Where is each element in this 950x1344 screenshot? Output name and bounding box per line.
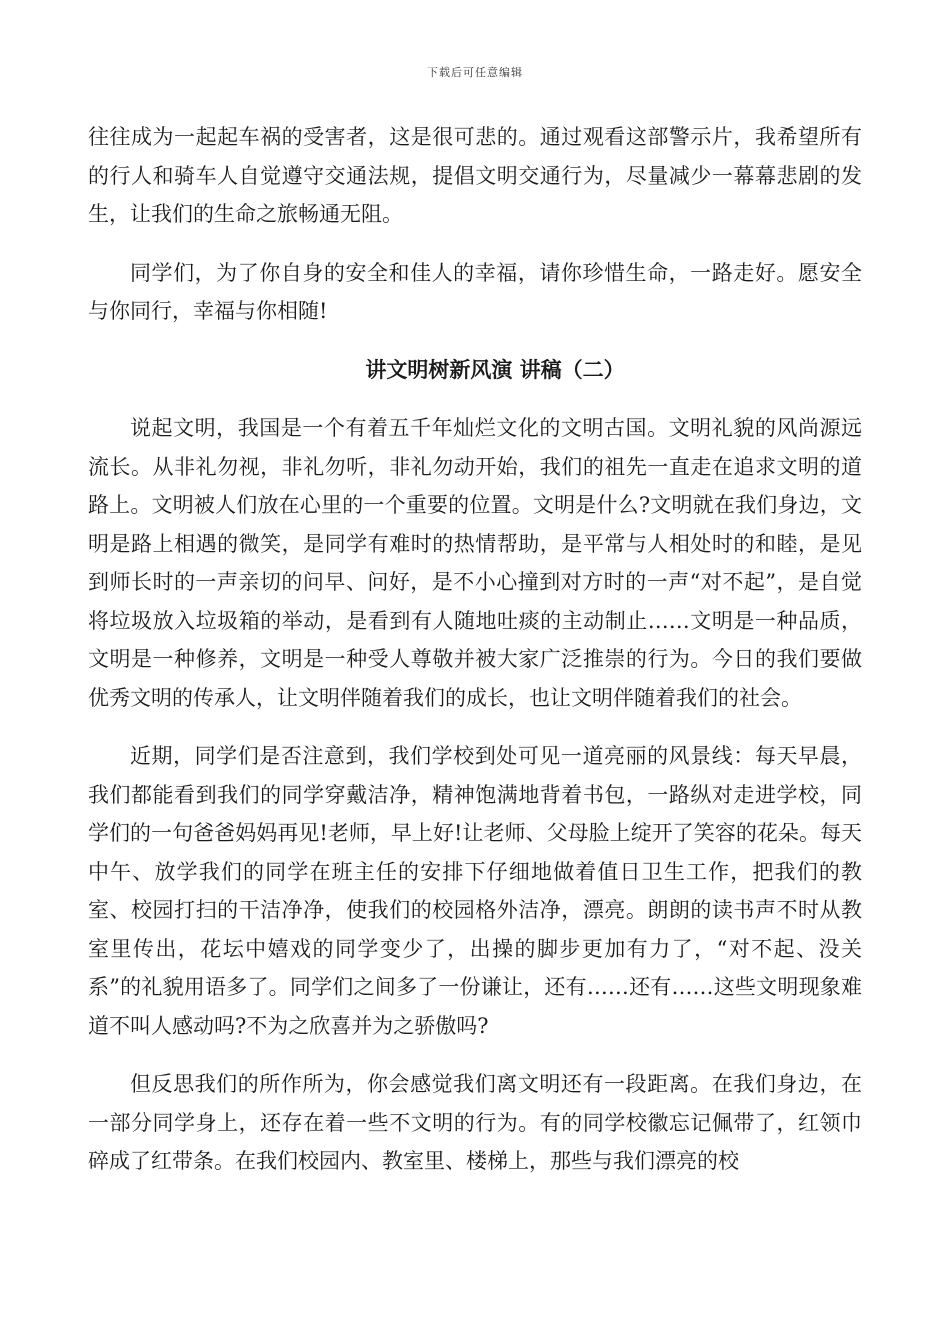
paragraph-gap (88, 1045, 862, 1065)
paragraph-gap (88, 717, 862, 737)
paragraph-gap (88, 234, 862, 254)
paragraph-3: 说起文明，我国是一个有着五千年灿烂文化的文明古国。文明礼貌的风尚源远流长。从非礼勿视，非礼勿听，非礼勿动开始，我们的祖先一直走在追求文明的道路上。文明被人们放在心里的一个重要的位置。文明是什么?文明就在我们身边，文明是路上相遇的微笑，是同学有难时的热情帮助，是平常与人相处时的和睦，是见到师长时的一声亲切的问早、问好，是不小心撞到对方时的一声“对不起”，是自觉将垃圾放入垃圾箱的举动，是看到有人随地吐痰的主动制止……文明是一种品质，文明是一种修养，文明是一种受人尊敬并被大家广泛推崇的行为。今日的我们要做优秀文明的传承人，让文明伴随着我们的成长，也让文明伴随着我们的社会。 (88, 416, 862, 710)
paragraph-gap (88, 389, 862, 409)
header-note: 下载后可任意编辑 (427, 66, 523, 79)
paragraph-2: 同学们，为了你自身的安全和佳人的幸福，请你珍惜生命，一路走好。愿安全与你同行，幸福与你相随! (88, 260, 862, 323)
paragraph-gap (88, 331, 862, 351)
section-title: 讲文明树新风演 讲稿（二） (365, 356, 625, 382)
paragraph-5: 但反思我们的所作所为，你会感觉我们离文明还有一段距离。在我们身边，在一部分同学身上，还存在着一些不文明的行为。有的同学校徽忘记佩带了，红领巾碎成了红带条。在我们校园内、教室里、楼梯上，那些与我们漂亮的校 (88, 1072, 862, 1173)
document-body (88, 118, 862, 1181)
paragraph-1: 往往成为一起起车祸的受害者，这是很可悲的。通过观看这部警示片，我希望所有的行人和骑车人自觉遵守交通法规，提倡文明交通行为，尽量减少一幕幕悲剧的发生，让我们的生命之旅畅通无阻。 (88, 125, 862, 226)
paragraph-4: 近期，同学们是否注意到，我们学校到处可见一道亮丽的风景线：每天早晨，我们都能看到我们的同学穿戴洁净，精神饱满地背着书包，一路纵对走进学校，同学们的一句爸爸妈妈再见!老师，早上好!让老师、父母脸上绽开了笑容的花朵。每天中午、放学我们的同学在班主任的安排下仔细地做着值日卫生工作，把我们的教室、校园打扫的干洁净净，使我们的校园格外洁净，漂亮。朗朗的读书声不时从教室里传出，花坛中嬉戏的同学变少了，出操的脚步更加有力了，“对不起、没关系”的礼貌用语多了。同学们之间多了一份谦让，还有……还有……这些文明现象难道不叫人感动吗?不为之欣喜并为之骄傲吗? (88, 744, 862, 1038)
